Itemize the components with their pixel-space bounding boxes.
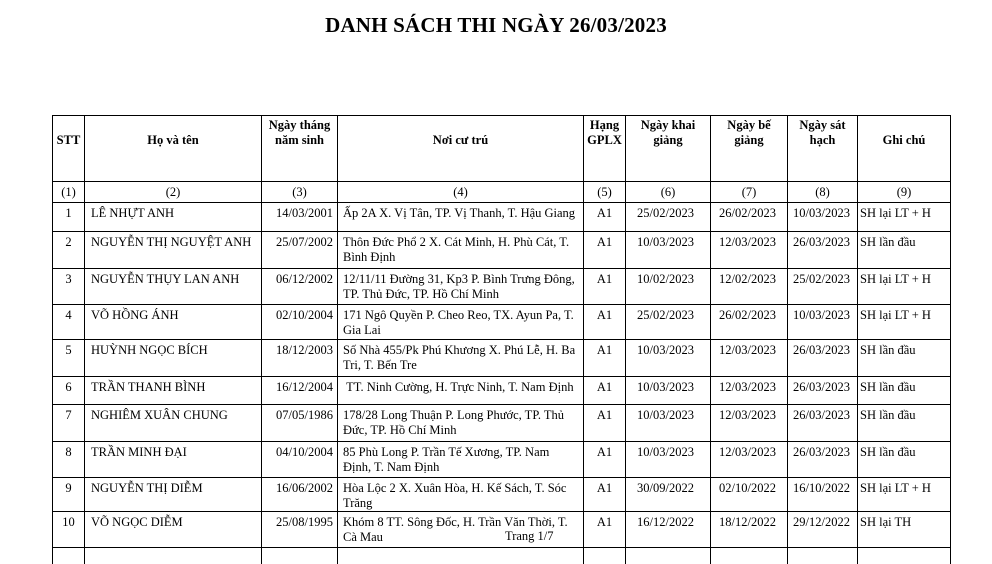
start-date-cell: 16/12/2022 (626, 512, 711, 548)
dob-cell: 14/03/2001 (262, 203, 338, 232)
name-cell: VÕ HỒNG ÁNH (85, 305, 262, 340)
table-row (53, 305, 951, 340)
address-cell: 85 Phù Long P. Trần Tế Xương, TP. Nam Định, T. Nam Định (338, 442, 584, 478)
dob-cell: 16/12/2004 (262, 377, 338, 405)
stt-cell: 3 (53, 269, 85, 305)
license-class-cell: A1 (584, 478, 626, 512)
end-date-cell: 26/02/2023 (711, 305, 788, 340)
table-row (53, 478, 951, 512)
note-cell: SH lần đầu (858, 442, 951, 478)
name-cell: NGUYỄN THỊ NGUYỆT ANH (85, 232, 262, 269)
name-cell: VÕ NGỌC DIỄM (85, 512, 262, 548)
address-cell: Hòa Lộc 2 X. Xuân Hòa, H. Kế Sách, T. Sóc Trăng (338, 478, 584, 512)
table-row (53, 269, 951, 305)
column-header-exam-date: Ngày sát hạch (788, 116, 858, 182)
note-cell: SH lại TH (858, 512, 951, 548)
end-date-cell: 12/03/2023 (711, 442, 788, 478)
end-date-cell: 12/02/2023 (711, 269, 788, 305)
end-date-cell: 02/10/2022 (711, 478, 788, 512)
exam-date-cell: 10/03/2023 (788, 305, 858, 340)
license-class-cell: A1 (584, 512, 626, 548)
column-header-start-date: Ngày khai giảng (626, 116, 711, 182)
dob-cell: 07/05/1986 (262, 405, 338, 442)
name-cell: TRẦN MINH ĐẠI (85, 442, 262, 478)
exam-date-cell: 26/03/2023 (788, 377, 858, 405)
dob-cell (262, 548, 338, 564)
page-number: Trang 1/7 (505, 529, 554, 544)
note-cell: SH lại LT + H (858, 269, 951, 305)
exam-date-cell: 25/02/2023 (788, 269, 858, 305)
license-class-cell: A1 (584, 269, 626, 305)
dob-cell: 18/12/2003 (262, 340, 338, 377)
address-cell (338, 548, 584, 564)
start-date-cell: 10/03/2023 (626, 340, 711, 377)
column-header-stt: STT (53, 116, 85, 182)
column-number: (4) (338, 182, 584, 203)
name-cell: LÊ NHỰT ANH (85, 203, 262, 232)
license-class-cell: A1 (584, 442, 626, 478)
stt-cell: 5 (53, 340, 85, 377)
note-cell (858, 548, 951, 564)
end-date-cell: 18/12/2022 (711, 512, 788, 548)
table-row (53, 203, 951, 232)
end-date-cell: 12/03/2023 (711, 405, 788, 442)
column-header-note: Ghi chú (858, 116, 951, 182)
start-date-cell (626, 548, 711, 564)
dob-cell: 04/10/2004 (262, 442, 338, 478)
exam-date-cell: 26/03/2023 (788, 405, 858, 442)
page-title: DANH SÁCH THI NGÀY 26/03/2023 (0, 13, 992, 38)
name-cell: NGUYỄN THỊ DIỄM (85, 478, 262, 512)
column-header-dob: Ngày tháng năm sinh (262, 116, 338, 182)
stt-cell: 8 (53, 442, 85, 478)
table-row (53, 512, 951, 548)
name-cell: HUỲNH NGỌC BÍCH (85, 340, 262, 377)
exam-date-cell: 10/03/2023 (788, 203, 858, 232)
address-cell: 12/11/11 Đường 31, Kp3 P. Bình Trưng Đông, TP. Thủ Đức, TP. Hồ Chí Minh (338, 269, 584, 305)
empty-table-row (53, 548, 951, 564)
address-cell: Khóm 8 TT. Sông Đốc, H. Trần Văn Thời, T. Cà Mau (338, 512, 584, 548)
stt-cell: 4 (53, 305, 85, 340)
column-header-address: Nơi cư trú (338, 116, 584, 182)
column-number: (7) (711, 182, 788, 203)
address-cell: 171 Ngô Quyền P. Cheo Reo, TX. Ayun Pa, T. Gia Lai (338, 305, 584, 340)
stt-cell (53, 548, 85, 564)
end-date-cell (711, 548, 788, 564)
note-cell: SH lần đầu (858, 340, 951, 377)
column-number-row (53, 182, 951, 203)
address-cell: Số Nhà 455/Pk Phú Khương X. Phú Lễ, H. Ba Tri, T. Bến Tre (338, 340, 584, 377)
column-header-license-class: Hạng GPLX (584, 116, 626, 182)
stt-cell: 2 (53, 232, 85, 269)
exam-date-cell: 29/12/2022 (788, 512, 858, 548)
dob-cell: 02/10/2004 (262, 305, 338, 340)
stt-cell: 7 (53, 405, 85, 442)
start-date-cell: 10/02/2023 (626, 269, 711, 305)
license-class-cell (584, 548, 626, 564)
dob-cell: 06/12/2002 (262, 269, 338, 305)
start-date-cell: 10/03/2023 (626, 232, 711, 269)
note-cell: SH lần đầu (858, 377, 951, 405)
note-cell: SH lần đầu (858, 405, 951, 442)
note-cell: SH lại LT + H (858, 203, 951, 232)
license-class-cell: A1 (584, 203, 626, 232)
license-class-cell: A1 (584, 377, 626, 405)
start-date-cell: 10/03/2023 (626, 405, 711, 442)
start-date-cell: 10/03/2023 (626, 442, 711, 478)
exam-date-cell: 26/03/2023 (788, 340, 858, 377)
end-date-cell: 12/03/2023 (711, 377, 788, 405)
license-class-cell: A1 (584, 232, 626, 269)
column-number: (3) (262, 182, 338, 203)
address-cell: TT. Ninh Cường, H. Trực Ninh, T. Nam Định (338, 377, 584, 405)
stt-cell: 9 (53, 478, 85, 512)
address-cell: Ấp 2A X. Vị Tân, TP. Vị Thanh, T. Hậu Giang (338, 203, 584, 232)
license-class-cell: A1 (584, 305, 626, 340)
license-class-cell: A1 (584, 340, 626, 377)
name-cell: TRẦN THANH BÌNH (85, 377, 262, 405)
note-cell: SH lại LT + H (858, 305, 951, 340)
column-number: (9) (858, 182, 951, 203)
start-date-cell: 25/02/2023 (626, 305, 711, 340)
column-header-end-date: Ngày bế giảng (711, 116, 788, 182)
exam-date-cell (788, 548, 858, 564)
column-number: (5) (584, 182, 626, 203)
end-date-cell: 26/02/2023 (711, 203, 788, 232)
address-cell: 178/28 Long Thuận P. Long Phước, TP. Thủ Đức, TP. Hồ Chí Minh (338, 405, 584, 442)
start-date-cell: 30/09/2022 (626, 478, 711, 512)
column-number: (1) (53, 182, 85, 203)
end-date-cell: 12/03/2023 (711, 232, 788, 269)
column-number: (6) (626, 182, 711, 203)
column-number: (8) (788, 182, 858, 203)
table-row (53, 405, 951, 442)
name-cell: NGHIÊM XUÂN CHUNG (85, 405, 262, 442)
exam-date-cell: 26/03/2023 (788, 442, 858, 478)
stt-cell: 6 (53, 377, 85, 405)
exam-date-cell: 26/03/2023 (788, 232, 858, 269)
dob-cell: 16/06/2002 (262, 478, 338, 512)
dob-cell: 25/08/1995 (262, 512, 338, 548)
note-cell: SH lại LT + H (858, 478, 951, 512)
note-cell: SH lần đầu (858, 232, 951, 269)
stt-cell: 10 (53, 512, 85, 548)
address-cell: Thôn Đức Phổ 2 X. Cát Minh, H. Phù Cát, T. Bình Định (338, 232, 584, 269)
header-row (53, 116, 951, 182)
stt-cell: 1 (53, 203, 85, 232)
column-header-name: Họ và tên (85, 116, 262, 182)
start-date-cell: 10/03/2023 (626, 377, 711, 405)
end-date-cell: 12/03/2023 (711, 340, 788, 377)
name-cell (85, 548, 262, 564)
table-row (53, 232, 951, 269)
license-class-cell: A1 (584, 405, 626, 442)
dob-cell: 25/07/2002 (262, 232, 338, 269)
name-cell: NGUYỄN THỤY LAN ANH (85, 269, 262, 305)
start-date-cell: 25/02/2023 (626, 203, 711, 232)
exam-date-cell: 16/10/2022 (788, 478, 858, 512)
table-row (53, 442, 951, 478)
table-row (53, 377, 951, 405)
table-row (53, 340, 951, 377)
exam-candidates-table (52, 115, 951, 564)
column-number: (2) (85, 182, 262, 203)
